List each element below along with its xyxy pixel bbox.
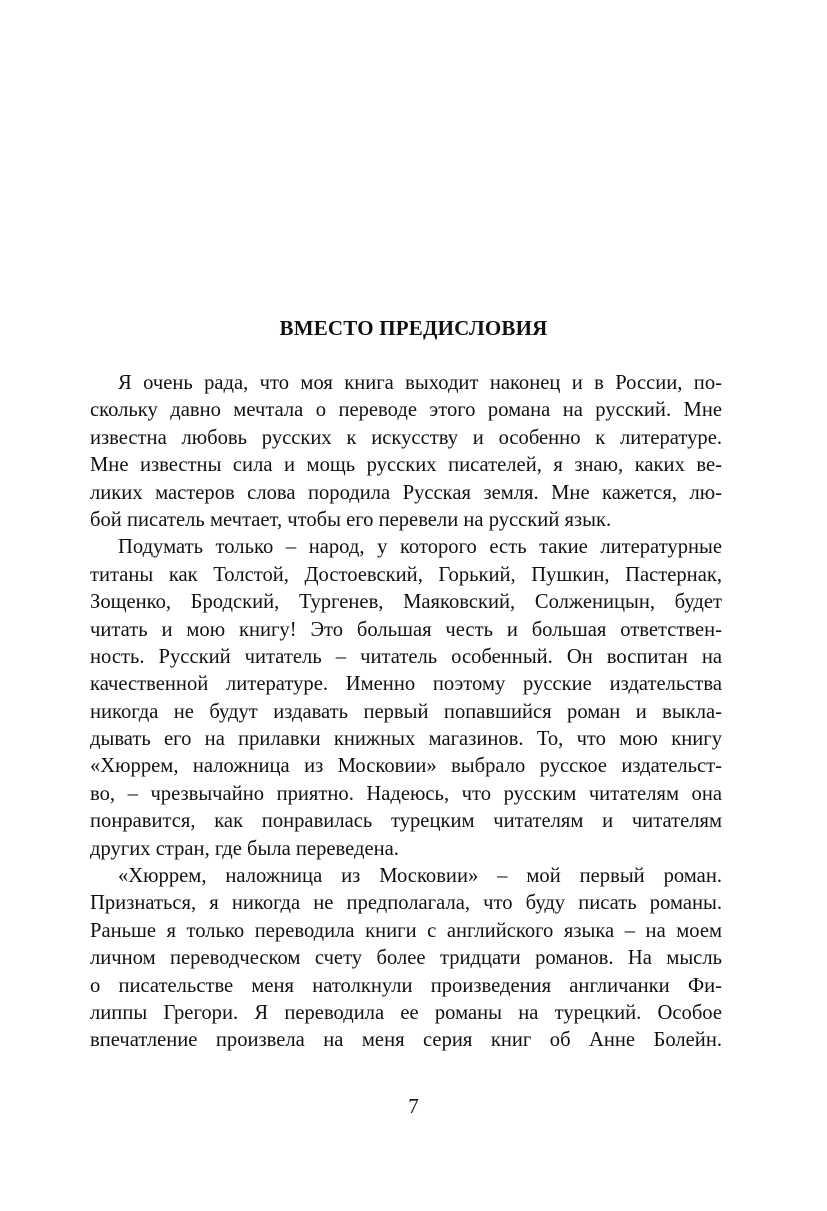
text-line: читать и мою книгу! Это большая честь и большая ответствен- bbox=[90, 618, 722, 641]
text-line: титаны как Толстой, Достоевский, Горький, Пушкин, Пастернак, bbox=[90, 563, 722, 586]
text-line: «Хюррем, наложница из Московии» выбрало русское издательст- bbox=[90, 755, 722, 778]
paragraph bbox=[90, 863, 722, 1055]
text-line: впечатление произвела на меня серия книг об Анне Болейн. bbox=[90, 1029, 722, 1052]
text-line: никогда не будут издавать первый попавшийся роман и выкла- bbox=[90, 700, 722, 723]
paragraph bbox=[90, 534, 722, 863]
text-line: известна любовь русских к искусству и особенно к литературе. bbox=[90, 426, 722, 449]
text-line: Подумать только – народ, у которого есть такие литературные bbox=[118, 536, 722, 559]
text-line: Мне известны сила и мощь русских писателей, я знаю, каких ве- bbox=[90, 454, 722, 477]
text-line: ликих мастеров слова породила Русская земля. Мне кажется, лю- bbox=[90, 481, 722, 504]
text-line: во, – чрезвычайно приятно. Надеюсь, что русским читателям она bbox=[90, 782, 722, 805]
text-line: дывать его на прилавки книжных магазинов. То, что мою книгу bbox=[90, 728, 722, 751]
text-line: Зощенко, Бродский, Тургенев, Маяковский, Солженицын, будет bbox=[90, 591, 722, 614]
text-line: Признаться, я никогда не предполагала, что буду писать романы. bbox=[90, 892, 722, 915]
page-number: 7 bbox=[408, 1094, 419, 1118]
text-line: ность. Русский читатель – читатель особенный. Он воспитан на bbox=[90, 645, 722, 668]
text-line: личном переводческом счету более тридцати романов. На мысль bbox=[90, 947, 722, 970]
text-line: скольку давно мечтала о переводе этого романа на русский. Мне bbox=[90, 399, 722, 422]
text-line: понравится, как понравилась турецким читателям и читателям bbox=[90, 810, 722, 833]
text-line: о писательстве меня натолкнули произведения англичанки Фи- bbox=[90, 974, 722, 997]
text-line: Раньше я только переводила книги с английского языка – на моем bbox=[90, 919, 722, 942]
text-line: качественной литературе. Именно поэтому русские издательства bbox=[90, 673, 722, 696]
text-line: «Хюррем, наложница из Московии» – мой первый роман. bbox=[118, 865, 722, 888]
paragraph bbox=[90, 370, 722, 534]
text-line: Я очень рада, что моя книга выходит наконец и в России, по- bbox=[118, 372, 722, 394]
body-text bbox=[90, 370, 722, 1055]
text-line: других стран, где была переведена. bbox=[90, 837, 399, 860]
chapter-heading: ВМЕСТО ПРЕДИСЛОВИЯ bbox=[279, 316, 548, 340]
text-line: бой писатель мечтает, чтобы его перевели на русский язык. bbox=[90, 508, 612, 531]
text-line: липпы Грегори. Я переводила ее романы на турецкий. Особое bbox=[90, 1001, 722, 1024]
